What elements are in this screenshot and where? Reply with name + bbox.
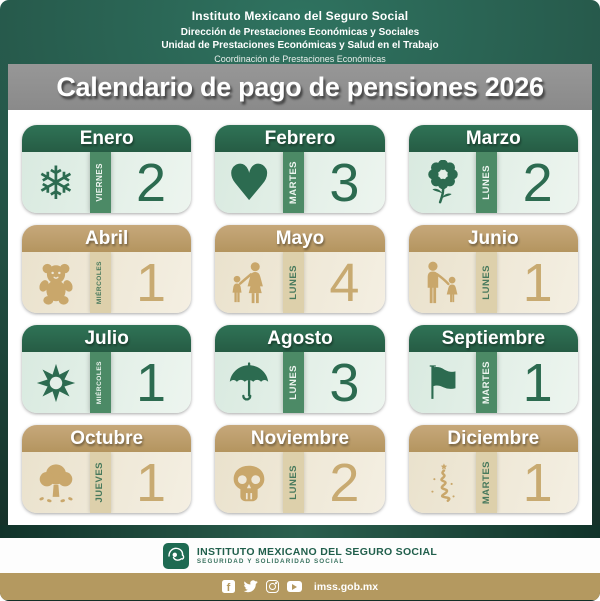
month-name: Agosto [267,327,333,349]
payment-day-ribbon [283,252,304,313]
footer-org-name: INSTITUTO MEXICANO DEL SEGURO SOCIAL [196,545,438,558]
payment-day: LUNES [481,265,493,300]
institution-header [0,0,600,64]
flower-icon [409,152,477,213]
month-name: Febrero [264,127,336,149]
payment-date: 1 [136,252,167,313]
month-card-marzo [409,125,578,213]
christmas-tree-icon [409,452,477,513]
payment-day-ribbon [90,252,111,313]
payment-day: LUNES [287,365,299,400]
month-card-junio [409,225,578,313]
umbrella-icon [215,352,283,413]
month-card-octubre [22,425,191,513]
month-card-mayo [215,225,384,313]
payment-day: MARTES [287,160,299,205]
snowflake-icon: ❄ [36,155,76,210]
payment-day-ribbon [476,252,497,313]
month-name: Julio [84,327,129,349]
payment-day-ribbon [283,452,304,513]
month-card-diciembre [409,425,578,513]
institution-name: Instituto Mexicano del Seguro Social [191,9,409,23]
month-name: Junio [467,227,519,249]
payment-day: VIERNES [95,163,105,202]
facebook-icon[interactable]: f [222,580,235,593]
payment-day: MIÉRCOLES [95,360,103,405]
father-child-icon [409,252,477,313]
payment-day: LUNES [287,465,299,500]
month-name: Mayo [275,227,325,249]
footer-separator [0,525,600,538]
youtube-icon[interactable] [287,580,302,593]
website-link[interactable]: imss.gob.mx [313,580,379,593]
payment-date: 2 [136,152,167,213]
months-grid [8,110,592,525]
month-name: Octubre [70,427,144,449]
month-card-agosto [215,325,384,413]
payment-day: MARTES [481,360,493,405]
payment-day-ribbon [283,352,304,413]
page-title: Calendario de pago de pensiones 2026 [56,71,544,102]
flag-icon: ⚑ [421,355,464,410]
payment-day-ribbon [90,152,111,213]
month-card-abril [22,225,191,313]
payment-date: 1 [522,352,553,413]
title-banner [8,64,592,110]
payment-date: 1 [136,352,167,413]
payment-day-ribbon [476,152,497,213]
month-name: Abril [85,227,129,249]
instagram-icon[interactable] [266,580,279,593]
twitter-icon[interactable] [243,580,258,593]
skull-icon [215,452,283,513]
payment-day-ribbon [90,452,111,513]
payment-date: 1 [522,452,553,513]
payment-day: LUNES [287,265,299,300]
social-bar [0,573,600,600]
payment-date: 3 [329,352,360,413]
month-card-septiembre [409,325,578,413]
month-name: Diciembre [447,427,540,449]
month-name: Noviembre [250,427,350,449]
footer-org-tagline: SEGURIDAD Y SOLIDARIDAD SOCIAL [196,557,345,565]
payment-day: JUEVES [94,462,106,503]
payment-day: MARTES [481,460,493,505]
imss-footer [0,538,600,573]
month-name: Enero [79,127,134,149]
month-card-febrero [215,125,384,213]
month-card-noviembre [215,425,384,513]
direction-line: Dirección de Prestaciones Económicas y Sociales [180,27,420,38]
coordination-line: Coordinación de Prestaciones Económicas [214,54,386,64]
payment-date: 4 [329,252,360,313]
payment-date: 1 [136,452,167,513]
payment-day: LUNES [481,165,493,200]
payment-date: 2 [522,152,553,213]
month-name: Marzo [465,127,521,149]
payment-day-ribbon [283,152,304,213]
month-card-julio [22,325,191,413]
mother-child-icon [215,252,283,313]
payment-date: 2 [329,452,360,513]
teddy-bear-icon [22,252,90,313]
month-card-enero [22,125,191,213]
unit-line: Unidad de Prestaciones Económicas y Salud en el Trabajo [161,39,439,51]
imss-logo [163,543,189,569]
payment-day-ribbon [476,352,497,413]
payment-date: 3 [329,152,360,213]
sun-icon [22,352,90,413]
payment-day-ribbon [90,352,111,413]
payment-day: MIÉRCOLES [95,260,103,305]
payment-date: 1 [522,252,553,313]
heart-icon: ♥ [226,153,272,212]
tree-icon [22,452,90,513]
month-name: Septiembre [441,327,546,349]
payment-day-ribbon [476,452,497,513]
social-icons [222,580,302,593]
